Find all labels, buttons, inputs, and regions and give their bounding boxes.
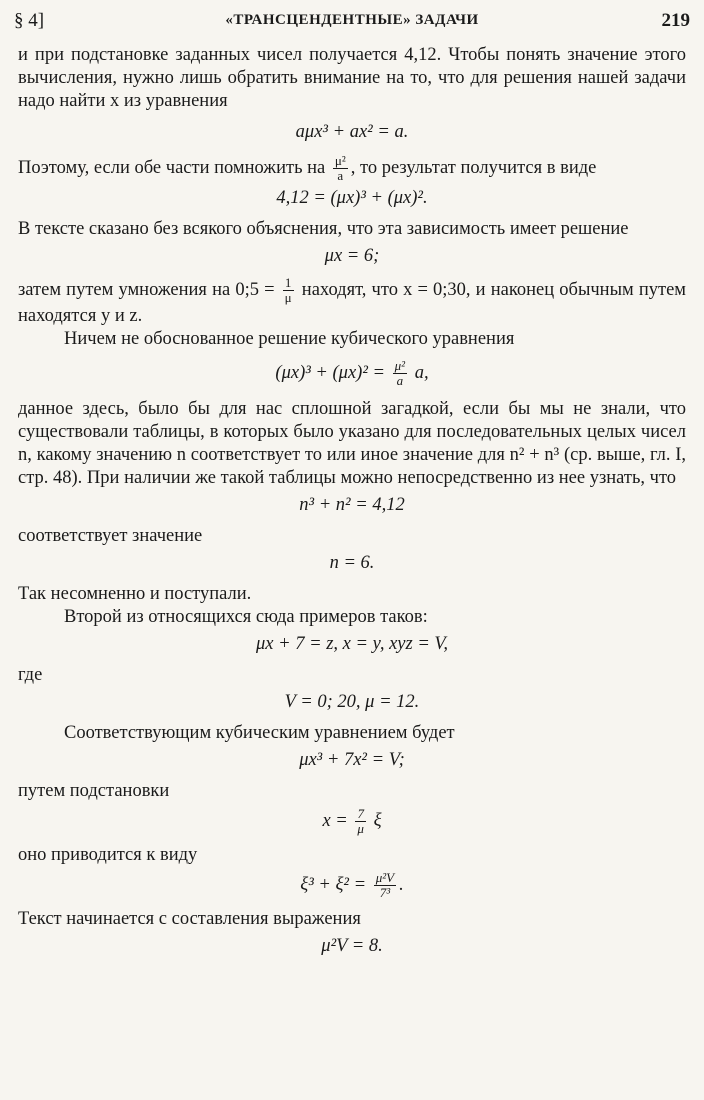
text-run: Поэтому, если обе части помножить на — [18, 157, 326, 178]
equation: 4,12 = (μx)³ + (μx)². — [276, 188, 428, 208]
fraction-numerator: 1 — [283, 276, 294, 291]
text-run: , то результат получится в виде — [350, 157, 597, 178]
text-run: затем путем умножения на 0;5 = — [18, 279, 275, 300]
equation-part: (μx)³ + (μx)² = — [275, 362, 385, 383]
paragraph: Текст начинается с составления выражения — [18, 909, 361, 929]
equation — [18, 871, 686, 900]
fraction-denominator: a — [337, 168, 344, 183]
fraction-denominator: 7³ — [379, 885, 391, 900]
fraction-numerator: μ² — [334, 153, 346, 168]
fraction-denominator: μ — [284, 290, 292, 305]
paragraph: путем подстановки — [18, 781, 170, 801]
paragraph: соответствует значение — [18, 526, 203, 546]
paragraph: данное здесь, было бы для нас сплошной загадкой, если бы мы не знали, что существовали таблицы, в которых было указано для последовательных целых чисел n, какому значению n соответствует то или иное значение для n² + n³ (ср. выше, гл. I, стр. 48). При наличии же такой таблицы можно непосредственно из нее узнать, что — [18, 399, 686, 488]
fraction — [374, 871, 396, 900]
paragraph — [18, 154, 686, 183]
page-body — [18, 44, 686, 966]
equation: n³ + n² = 4,12 — [299, 495, 405, 515]
paragraph: Так несомненно и поступали. — [18, 584, 252, 604]
section-marker: § 4] — [14, 10, 45, 31]
paragraph: где — [18, 665, 43, 685]
fraction-numerator: 7 — [355, 807, 366, 822]
paragraph: Соответствующим кубическим уравнением будет — [64, 723, 455, 743]
fraction — [283, 276, 294, 305]
equation-part: a, — [414, 362, 429, 383]
equation: μx + 7 = z, x = y, xyz = V, — [256, 634, 448, 654]
paragraph: Второй из относящихся сюда примеров таков: — [64, 607, 428, 627]
equation: n = 6. — [329, 553, 375, 573]
equation: aμx³ + ax² = a. — [295, 122, 409, 142]
equation — [18, 359, 686, 388]
fraction-denominator: μ — [357, 821, 364, 836]
equation: μ²V = 8. — [321, 936, 383, 956]
equation-part: . — [399, 874, 404, 895]
page-number: 219 — [661, 10, 690, 31]
equation: μx = 6; — [324, 246, 380, 266]
equation-part: ξ³ + ξ² = — [300, 874, 367, 895]
equation-part: ξ — [373, 810, 382, 831]
running-title: «ТРАНСЦЕНДЕНТНЫЕ» ЗАДАЧИ — [225, 12, 479, 28]
equation: μx³ + 7x² = V; — [299, 750, 405, 770]
paragraph: В тексте сказано без всякого объяснения, что эта зависимость имеет решение — [18, 219, 629, 239]
fraction — [355, 807, 366, 836]
equation-part: x = — [322, 810, 348, 831]
equation — [18, 807, 686, 836]
paragraph: и при подстановке заданных чисел получается 4,12. Чтобы понять значение этого вычисления, нужно лишь обратить внимание на то, что для решения нашей задачи надо найти x из уравнения — [18, 45, 686, 111]
fraction — [333, 154, 348, 183]
paragraph: Ничем не обоснованное решение кубического уравнения — [64, 329, 515, 349]
page-header — [14, 10, 690, 36]
fraction — [393, 359, 407, 388]
fraction-denominator: a — [396, 373, 404, 388]
equation: V = 0; 20, μ = 12. — [284, 692, 420, 712]
fraction-numerator: μ²V — [375, 870, 395, 885]
fraction-numerator: μ² — [394, 358, 406, 373]
paragraph — [18, 276, 686, 328]
paragraph: оно приводится к виду — [18, 845, 198, 865]
text-run: находят, что x = 0;30, и наконец обычным путем находятся y и z. — [18, 279, 687, 326]
